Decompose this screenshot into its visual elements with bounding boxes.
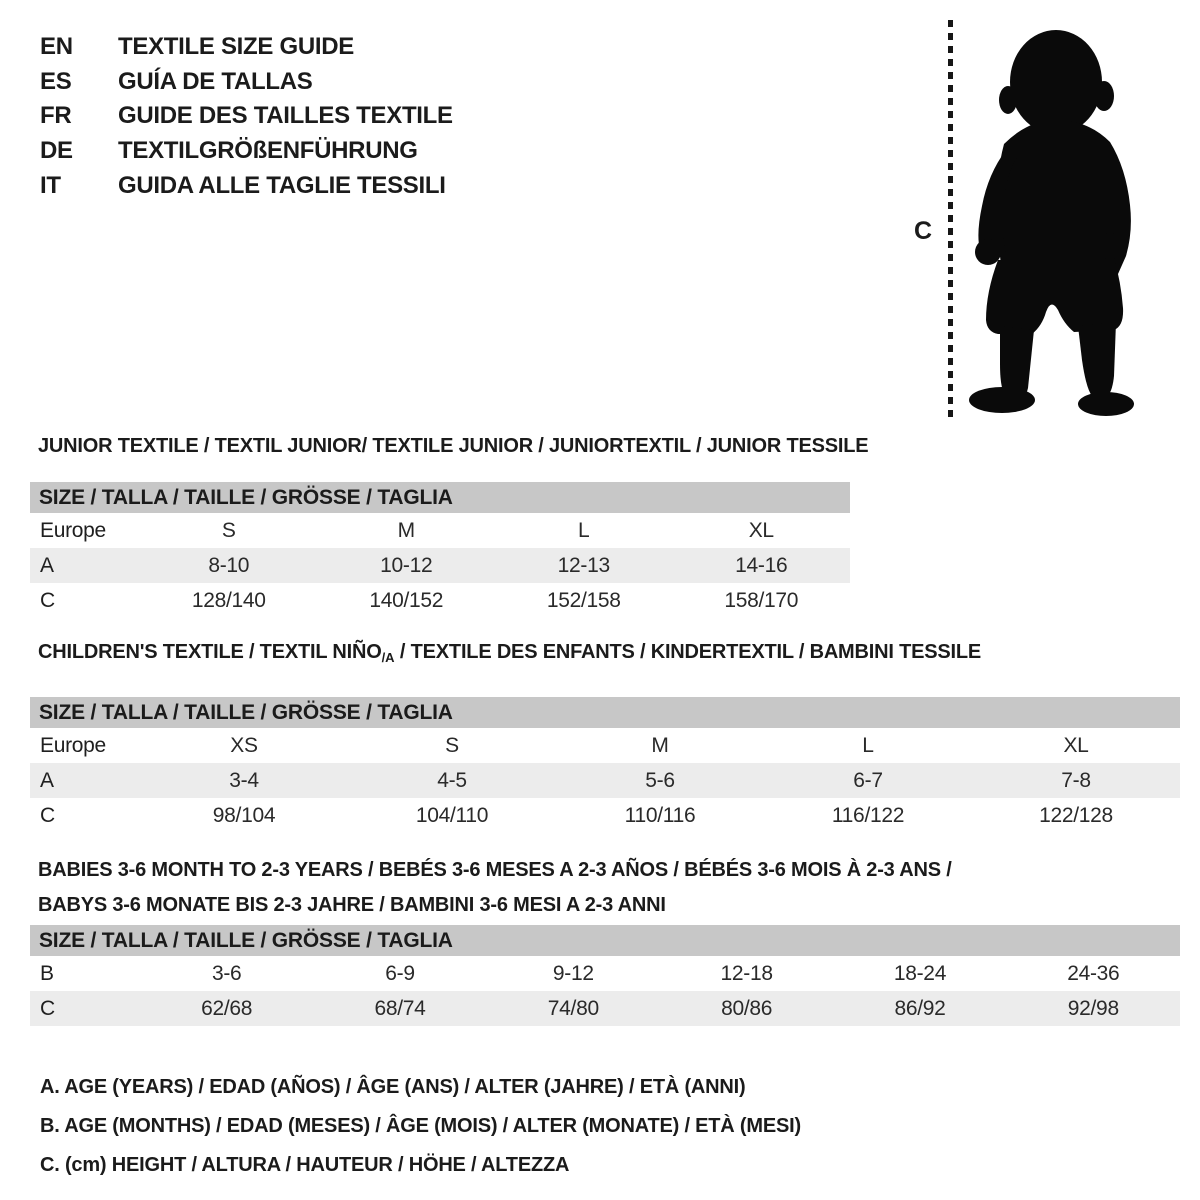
- language-code: IT: [40, 171, 61, 199]
- size-cell: M: [397, 519, 415, 542]
- junior-size-header-bar: SIZE / TALLA / TAILLE / GRÖSSE / TAGLIA: [30, 482, 850, 513]
- height-cell: 80/86: [721, 997, 773, 1020]
- language-row-it: [40, 168, 453, 203]
- children-title-suffix: / TEXTILE DES ENFANTS / KINDERTEXTIL / BAMBINI TESSILE: [394, 641, 982, 663]
- row-label-a: A: [40, 554, 54, 577]
- footnote-height-cm: C. (cm) HEIGHT / ALTURA / HAUTEUR / HÖHE / ALTEZZA: [40, 1154, 570, 1176]
- row-label-a: A: [40, 769, 54, 792]
- babies-title-line2: BABYS 3-6 MONATE BIS 2-3 JAHRE / BAMBINI 3-6 MESI A 2-3 ANNI: [38, 894, 666, 916]
- height-cell: 98/104: [212, 804, 276, 827]
- age-months-cell: 9-12: [552, 962, 594, 985]
- age-cell: 12-13: [557, 554, 610, 577]
- babies-title-line1: BABIES 3-6 MONTH TO 2-3 YEARS / BEBÉS 3-6 MESES A 2-3 AÑOS / BÉBÉS 3-6 MOIS À 2-3 ANS /: [38, 859, 952, 881]
- size-cell: S: [445, 734, 459, 757]
- age-cell: 10-12: [380, 554, 433, 577]
- height-cell: 152/158: [546, 589, 621, 612]
- babies-textile-section: [30, 853, 1180, 1026]
- age-cell: 5-6: [645, 769, 675, 792]
- legend-footnotes: [40, 1068, 801, 1185]
- language-title-list: [40, 30, 453, 203]
- footnote-age-months: B. AGE (MONTHS) / EDAD (MESES) / ÂGE (MOIS) / ALTER (MONATE) / ETÀ (MESI): [40, 1115, 801, 1137]
- row-label-c: C: [40, 589, 55, 612]
- guide-title-es: GUÍA DE TALLAS: [118, 67, 313, 95]
- age-cell: 3-4: [229, 769, 259, 792]
- row-label-c: C: [40, 804, 55, 827]
- age-months-cell: 18-24: [893, 962, 947, 985]
- guide-title-de: TEXTILGRÖßENFÜHRUNG: [118, 137, 418, 165]
- age-cell: 8-10: [208, 554, 250, 577]
- size-cell: M: [651, 734, 669, 757]
- children-title-prefix: CHILDREN'S TEXTILE / TEXTIL NIÑO: [38, 641, 382, 663]
- height-cell: 140/152: [369, 589, 444, 612]
- table-row: [30, 583, 850, 618]
- footnote-age-years: A. AGE (YEARS) / EDAD (AÑOS) / ÂGE (ANS) / ALTER (JAHRE) / ETÀ (ANNI): [40, 1076, 746, 1098]
- height-cell: 92/98: [1067, 997, 1119, 1020]
- language-row-en: [40, 30, 453, 65]
- age-months-cell: 24-36: [1067, 962, 1120, 985]
- junior-section-title: JUNIOR TEXTILE / TEXTIL JUNIOR/ TEXTILE JUNIOR / JUNIORTEXTIL / JUNIOR TESSILE: [38, 435, 869, 457]
- babies-section-title: [38, 853, 1180, 923]
- age-cell: 7-8: [1061, 769, 1091, 792]
- guide-title-fr: GUIDE DES TAILLES TEXTILE: [118, 102, 453, 130]
- toddler-silhouette-icon: [958, 20, 1148, 420]
- age-months-cell: 6-9: [385, 962, 415, 985]
- babies-size-header-bar: SIZE / TALLA / TAILLE / GRÖSSE / TAGLIA: [30, 925, 1180, 956]
- size-cell: XL: [748, 519, 774, 542]
- age-months-cell: 12-18: [720, 962, 773, 985]
- age-cell: 6-7: [853, 769, 883, 792]
- height-cell: 158/170: [724, 589, 799, 612]
- children-section-title: [38, 640, 1180, 670]
- language-row-es: [40, 65, 453, 100]
- language-code: DE: [40, 137, 73, 165]
- junior-textile-section: [30, 434, 869, 618]
- row-label-europe: Europe: [40, 734, 106, 757]
- table-row: [30, 956, 1180, 991]
- table-row: [30, 548, 850, 583]
- guide-title-it: GUIDA ALLE TAGLIE TESSILI: [118, 171, 446, 199]
- size-cell: S: [221, 519, 236, 542]
- size-cell: L: [578, 519, 590, 542]
- language-row-de: [40, 134, 453, 169]
- children-title-subscript: /A: [381, 650, 395, 665]
- table-row: [30, 763, 1180, 798]
- table-row: [30, 728, 1180, 763]
- height-cell: 116/122: [831, 804, 905, 827]
- row-label-europe: Europe: [40, 519, 106, 542]
- age-months-cell: 3-6: [211, 962, 242, 985]
- height-cell: 86/92: [894, 997, 946, 1020]
- language-code: EN: [40, 33, 73, 61]
- age-cell: 14-16: [735, 554, 788, 577]
- children-size-header-bar: SIZE / TALLA / TAILLE / GRÖSSE / TAGLIA: [30, 697, 1180, 728]
- size-cell: XL: [1063, 734, 1089, 757]
- language-row-fr: [40, 99, 453, 134]
- height-cell: 104/110: [415, 804, 489, 827]
- size-cell: L: [862, 734, 874, 757]
- height-measure-label: C: [914, 217, 932, 245]
- height-cell: 68/74: [374, 997, 426, 1020]
- table-row: [30, 513, 850, 548]
- guide-title-en: TEXTILE SIZE GUIDE: [118, 33, 354, 61]
- height-dashed-line: [948, 20, 953, 417]
- height-cell: 128/140: [191, 589, 266, 612]
- children-textile-section: [30, 640, 1180, 833]
- table-row: [30, 991, 1180, 1026]
- language-code: FR: [40, 102, 72, 130]
- height-cell: 122/128: [1039, 804, 1113, 827]
- height-cell: 110/116: [624, 804, 696, 827]
- language-code: ES: [40, 67, 72, 95]
- row-label-b: B: [40, 962, 54, 985]
- row-label-c: C: [40, 997, 55, 1020]
- age-cell: 4-5: [437, 769, 467, 792]
- table-row: [30, 798, 1180, 833]
- height-cell: 74/80: [547, 997, 599, 1020]
- height-cell: 62/68: [201, 997, 253, 1020]
- size-cell: XS: [230, 734, 258, 757]
